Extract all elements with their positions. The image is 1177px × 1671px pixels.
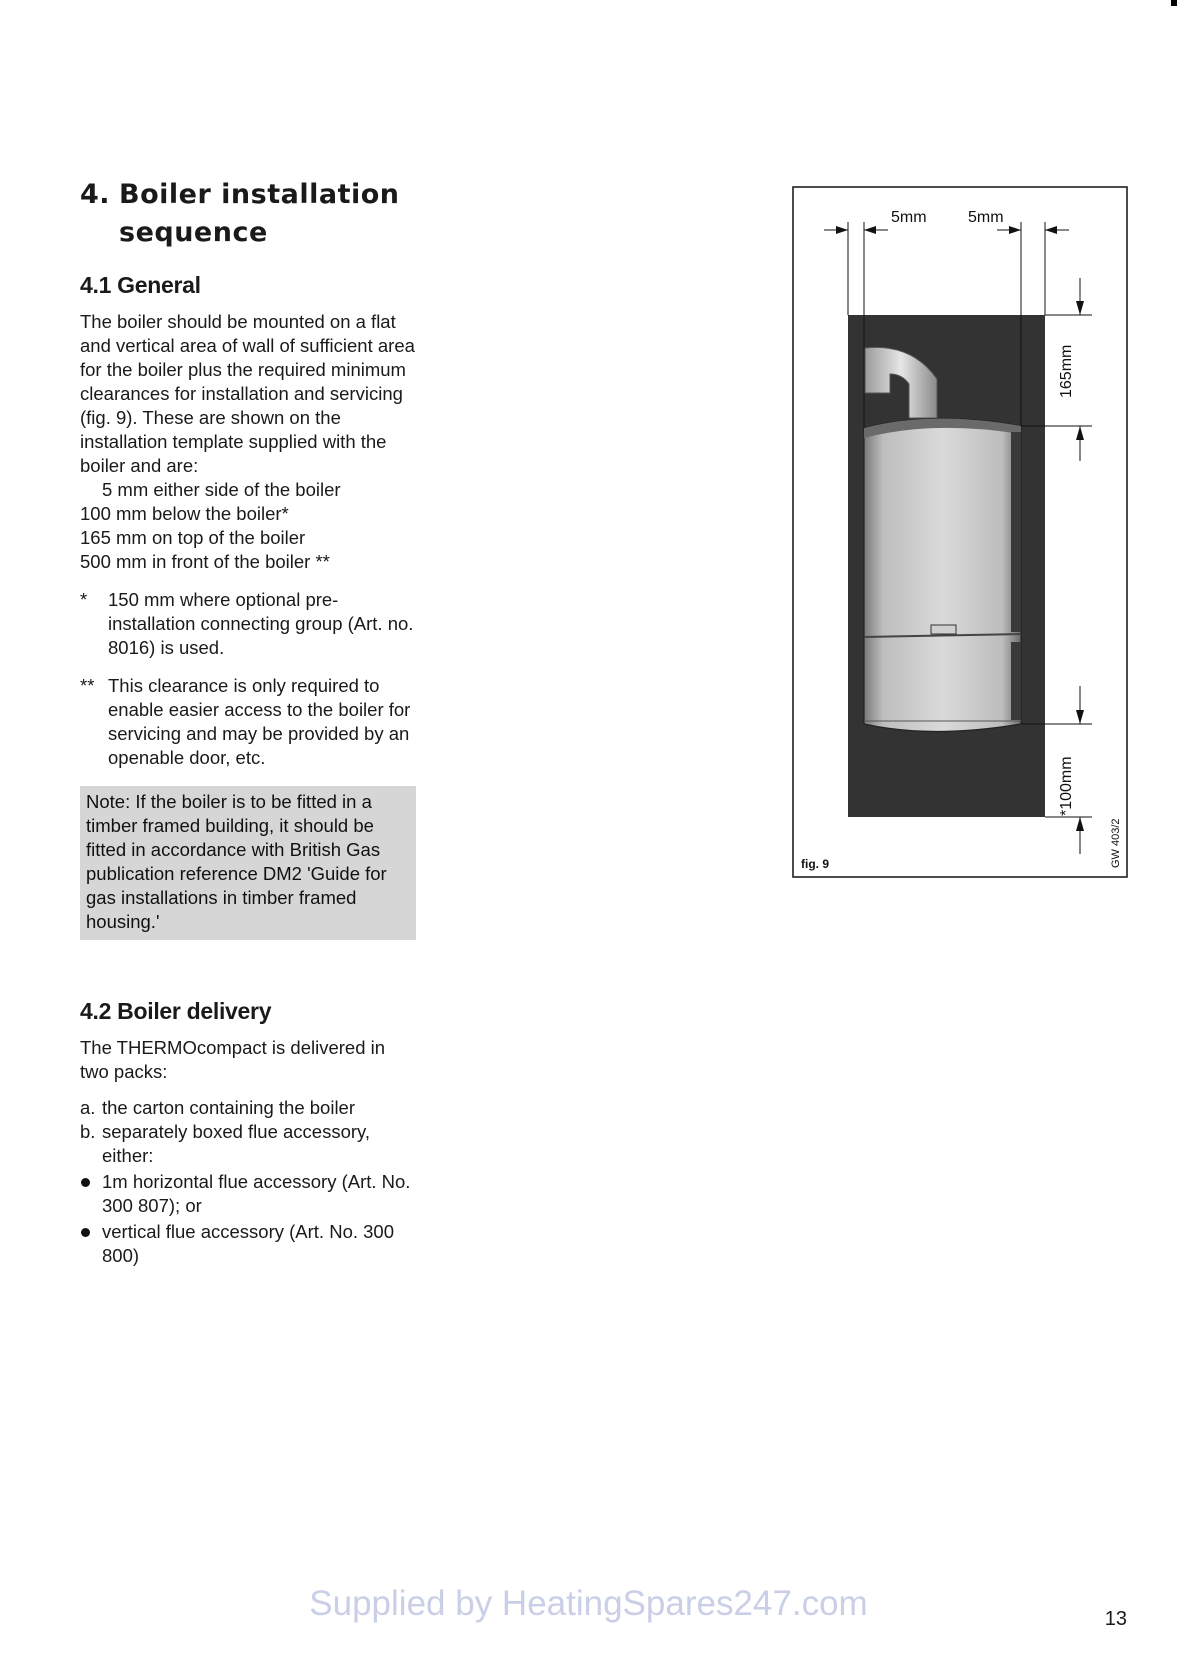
delivery-item-mark: a. bbox=[80, 1097, 96, 1118]
boiler-control-indicator bbox=[931, 625, 956, 634]
flue-bullet-item bbox=[80, 1220, 416, 1268]
dim-label-left: 5mm bbox=[891, 209, 927, 226]
section-heading-general: 4.1 General bbox=[80, 272, 201, 298]
clearance-item: 500 mm in front of the boiler ** bbox=[80, 551, 330, 572]
page-number: 13 bbox=[1104, 1608, 1127, 1630]
footnote-2-mark: ** bbox=[80, 675, 95, 696]
left-column bbox=[80, 176, 416, 1268]
footnote-1-text: 150 mm where optional pre-installation connecting group (Art. no. 8016) is used. bbox=[108, 589, 414, 658]
flue-bullet-text: 1m horizontal flue accessory (Art. No. 300 807); or bbox=[102, 1171, 411, 1216]
delivery-item bbox=[80, 1096, 416, 1120]
boiler-side-strip bbox=[1011, 642, 1021, 720]
clearance-item: 100 mm below the boiler* bbox=[80, 503, 289, 524]
bullet-icon bbox=[80, 1220, 102, 1268]
dim-label-right: 5mm bbox=[968, 209, 1004, 226]
figure-9 bbox=[792, 186, 1128, 878]
footnote-1 bbox=[80, 588, 416, 660]
footnote-2-text: This clearance is only required to enable easier access to the boiler for servicing and may be provided by an openable door, etc. bbox=[108, 675, 411, 768]
watermark: Supplied by HeatingSpares247.com bbox=[309, 1584, 868, 1623]
flue-bullet-item bbox=[80, 1170, 416, 1218]
corner-mark bbox=[1171, 0, 1177, 6]
boiler-side-strip bbox=[1011, 432, 1021, 632]
bullet-icon bbox=[80, 1170, 102, 1218]
footnote-2 bbox=[80, 674, 416, 770]
chapter-title-line1: Boiler installation bbox=[119, 179, 400, 210]
clearance-item: 165 mm on top of the boiler bbox=[80, 527, 306, 548]
flue-bullet-list bbox=[80, 1170, 416, 1268]
clearance-item: 5 mm either side of the boiler bbox=[102, 479, 341, 500]
boiler-body bbox=[864, 418, 1021, 731]
dim-label-bottom: *100mm bbox=[1058, 756, 1075, 816]
chapter-number: 4. bbox=[80, 179, 111, 210]
figure-ref: GW 403/2 bbox=[1110, 818, 1122, 868]
note-box: Note: If the boiler is to be fitted in a timber framed building, it should be fitted in accordance with British Gas publication reference DM2 'Guide for gas installations in timber framed housing.' bbox=[80, 786, 416, 940]
chapter-title bbox=[80, 176, 416, 252]
clearance-list bbox=[80, 478, 416, 574]
delivery-item-text: the carton containing the boiler bbox=[102, 1097, 356, 1118]
delivery-item bbox=[80, 1120, 416, 1168]
delivery-item-mark: b. bbox=[80, 1121, 96, 1142]
general-intro: The boiler should be mounted on a flat and vertical area of wall of sufficient area for the boiler plus the required minimum clearances for installation and servicing (fig. 9). These are shown on the installation template supplied with the boiler and are: bbox=[80, 311, 415, 476]
boiler-casing bbox=[864, 418, 1021, 731]
delivery-item-text: separately boxed flue accessory, either: bbox=[102, 1121, 371, 1166]
clearance-diagram bbox=[792, 186, 1128, 878]
flue-bullet-text: vertical flue accessory (Art. No. 300 800) bbox=[102, 1221, 394, 1266]
delivery-list bbox=[80, 1096, 416, 1168]
section-heading-delivery: 4.2 Boiler delivery bbox=[80, 998, 272, 1024]
chapter-title-line2: sequence bbox=[119, 217, 268, 248]
dim-label-top: 165mm bbox=[1058, 344, 1075, 398]
delivery-intro: The THERMOcompact is delivered in two packs: bbox=[80, 1037, 386, 1082]
footnote-1-mark: * bbox=[80, 589, 88, 610]
figure-caption: fig. 9 bbox=[801, 857, 830, 871]
